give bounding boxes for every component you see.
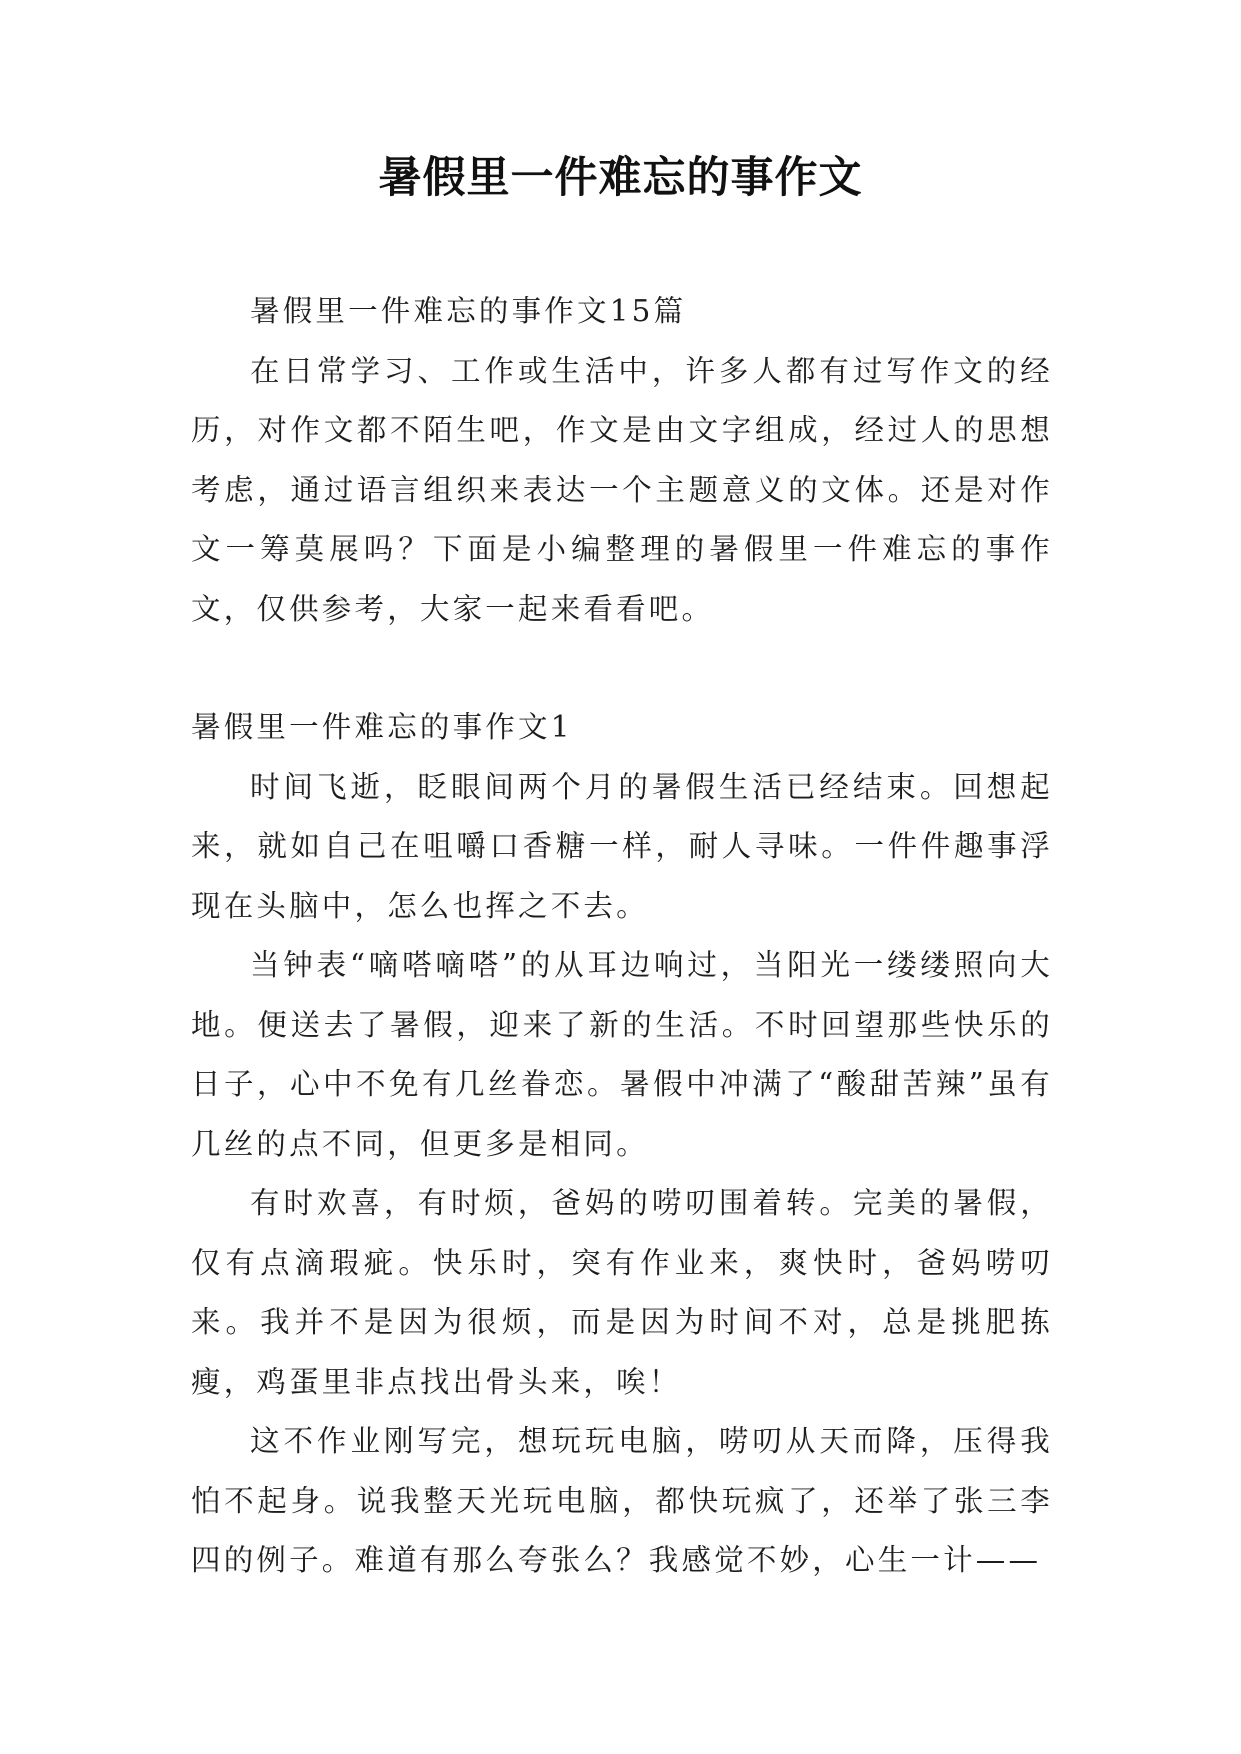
intro-paragraph: 在日常学习、工作或生活中，许多人都有过写作文的经历，对作文都不陌生吧，作文是由文字组成，经过人的思想考虑，通过语言组织来表达一个主题意义的文体。还是对作文一筹莫展吗？下面是小编整理的暑假里一件难忘的事作文，仅供参考，大家一起来看看吧。 xyxy=(191,353,1053,626)
body-paragraph: 这不作业刚写完，想玩玩电脑，唠叨从天而降，压得我怕不起身。说我整天光玩电脑，都快玩疯了，还举了张三李四的例子。难道有那么夸张么？我感觉不妙，心生一计—— xyxy=(191,1424,1053,1577)
document-subtitle: 暑假里一件难忘的事作文15篇 xyxy=(250,294,687,328)
body-paragraph: 时间飞逝，眨眼间两个月的暑假生活已经结束。回想起来，就如自己在咀嚼口香糖一样，耐人寻味。一件件趣事浮现在头脑中，怎么也挥之不去。 xyxy=(191,769,1053,923)
document-body xyxy=(191,282,1053,1591)
document-title: 暑假里一件难忘的事作文 xyxy=(378,153,863,203)
body-paragraph: 当钟表“嘀嗒嘀嗒”的从耳边响过，当阳光一缕缕照向大地。便送去了暑假，迎来了新的生活。不时回望那些快乐的日子，心中不免有几丝眷恋。暑假中冲满了“酸甜苦辣”虽有几丝的点不同，但更多是相同。 xyxy=(191,948,1053,1161)
body-paragraph: 有时欢喜，有时烦，爸妈的唠叨围着转。完美的暑假，仅有点滴瑕疵。快乐时，突有作业来，爽快时，爸妈唠叨来。我并不是因为很烦，而是因为时间不对，总是挑肥拣瘦，鸡蛋里非点找出骨头来，唉！ xyxy=(191,1186,1053,1399)
section-spacer xyxy=(191,639,1053,698)
section-heading: 暑假里一件难忘的事作文1 xyxy=(191,710,573,744)
